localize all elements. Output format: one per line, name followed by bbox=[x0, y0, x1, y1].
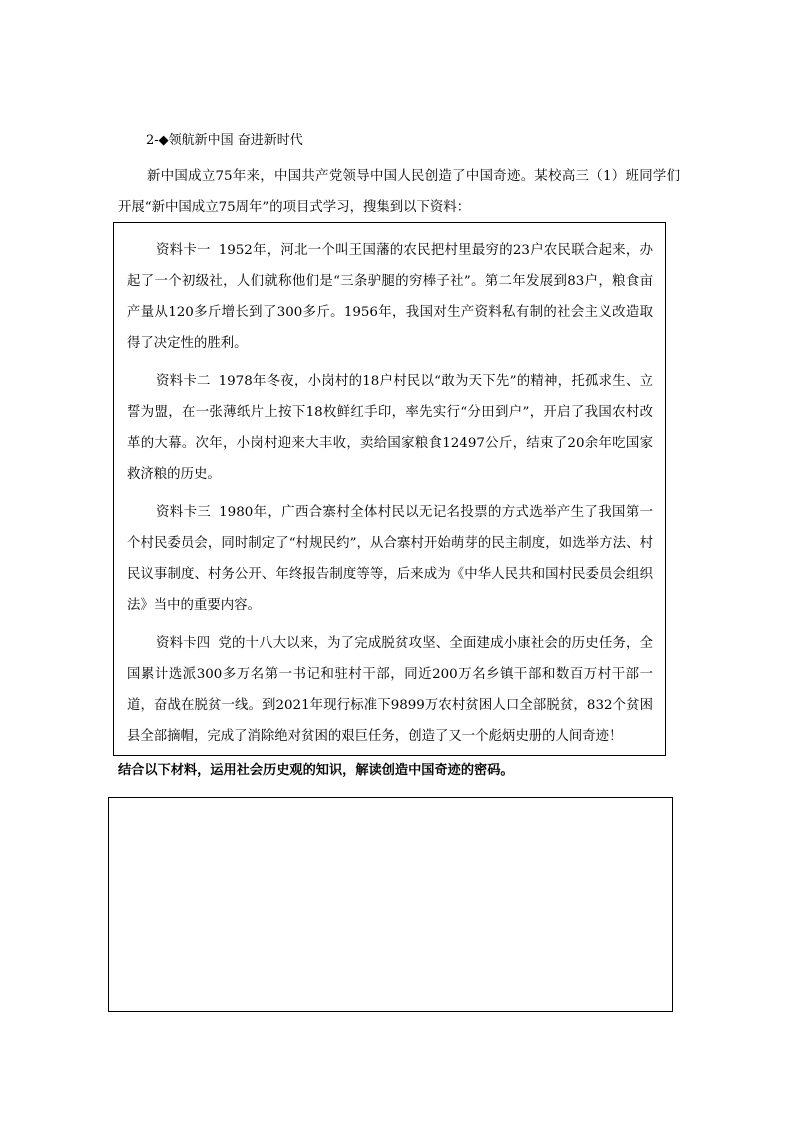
material-card-2 bbox=[127, 366, 653, 490]
material-card-4 bbox=[127, 628, 653, 752]
card-label: 资料卡二 bbox=[156, 374, 211, 389]
material-card-1 bbox=[127, 235, 653, 359]
answer-area[interactable] bbox=[108, 797, 673, 1012]
material-cards-box bbox=[113, 222, 666, 756]
material-card-3 bbox=[127, 497, 653, 621]
card-label: 资料卡三 bbox=[156, 505, 212, 520]
intro-paragraph: 新中国成立75年来，中国共产党领导中国人民创造了中国奇迹。某校高三（1）班同学们开展“新中国成立75周年”的项目式学习，搜集到以下资料： bbox=[118, 169, 680, 215]
card-text: 1952年，河北一个叫王国藩的农民把村里最穷的23户农民联合起来，办起了一个初级社，人们就称他们是“三条驴腿的穷棒子社”。第二年发展到83户，粮食亩产量从120多斤增长到了300多斤。1956年，我国对生产资料私有制的社会主义改造取得了决定性的胜利。 bbox=[127, 243, 653, 351]
card-text: 党的十八大以来，为了完成脱贫攻坚、全面建成小康社会的历史任务，全国累计选派300多万名第一书记和驻村干部，同近200万名乡镇干部和数百万村干部一道，奋战在脱贫一线。到2021年现行标准下9899万农村贫困人口全部脱贫，832个贫困县全部摘帽，完成了消除绝对贫困的艰巨任务，创造了又一个彪炳史册的人间奇迹！ bbox=[127, 636, 654, 744]
card-label: 资料卡一 bbox=[156, 243, 211, 258]
section-heading: 2-◆领航新中国 奋进新时代 bbox=[146, 133, 303, 148]
card-label: 资料卡四 bbox=[156, 636, 211, 651]
question-prompt: 结合以下材料，运用社会历史观的知识，解读创造中国奇迹的密码。 bbox=[118, 763, 514, 778]
card-text: 1980年，广西合寨村全体村民以无记名投票的方式选举产生了我国第一个村民委员会，同时制定了“村规民约”，从合寨村开始萌芽的民主制度，如选举方法、村民议事制度、村务公开、年终报告制度等等，后来成为《中华人民共和国村民委员会组织法》当中的重要内容。 bbox=[127, 505, 654, 613]
card-text: 1978年冬夜，小岗村的18户村民以“敢为天下先”的精神，托孤求生、立誓为盟，在一张薄纸片上按下18枚鲜红手印，率先实行“分田到户”，开启了我国农村改革的大幕。次年，小岗村迎来大丰收，卖给国家粮食12497公斤，结束了20余年吃国家救济粮的历史。 bbox=[127, 374, 654, 482]
